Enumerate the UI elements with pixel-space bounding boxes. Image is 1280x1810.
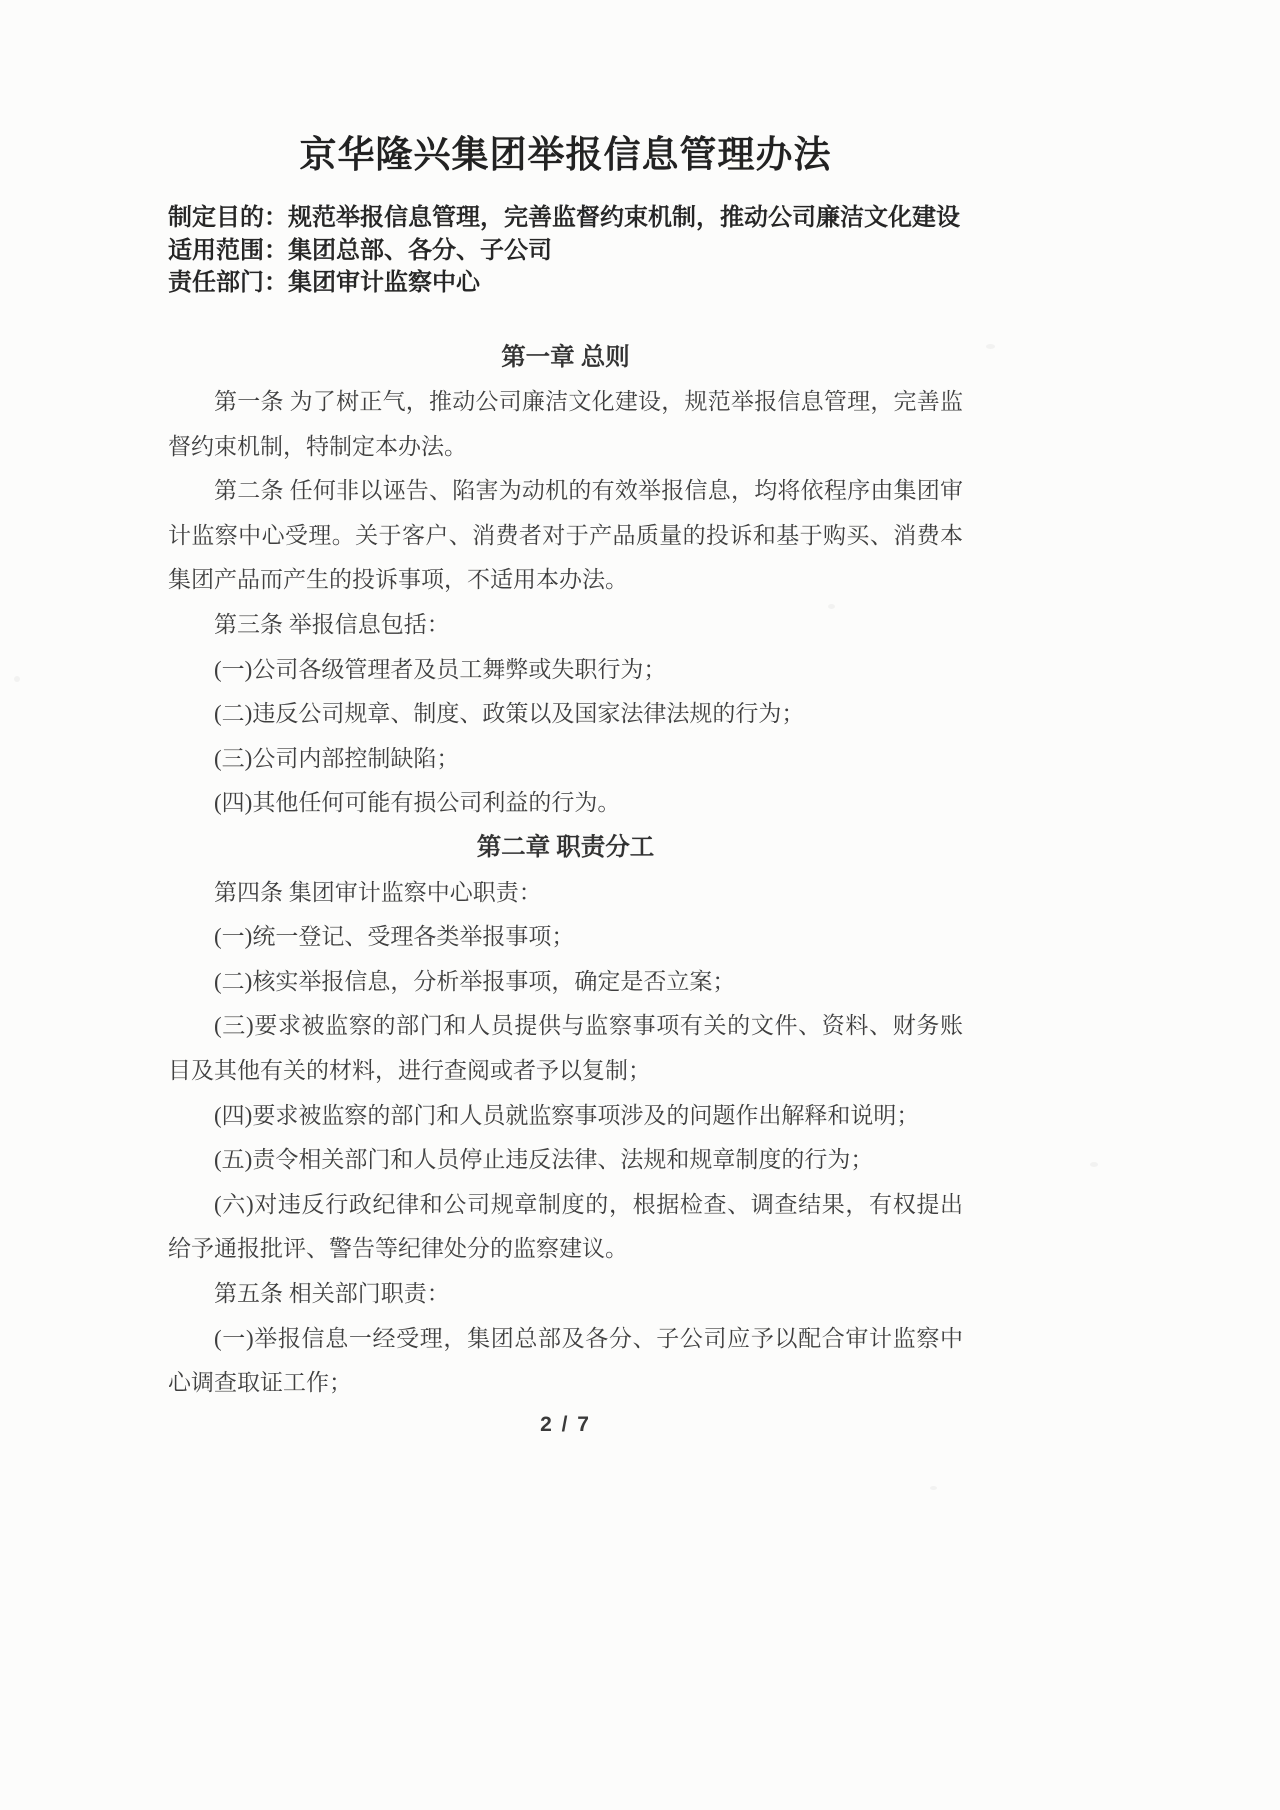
chapter-heading: 第一章 总则 bbox=[501, 343, 630, 371]
paragraph: 第一条 为了树正气，推动公司廉洁文化建设，规范举报信息管理，完善监督约束机制，特制定本办法。 bbox=[168, 389, 963, 459]
paragraph: 第四条 集团审计监察中心职责： bbox=[214, 879, 542, 905]
chapter-heading: 第二章 职责分工 bbox=[476, 834, 655, 862]
paragraph: (四)其他任何可能有损公司利益的行为。 bbox=[214, 790, 621, 816]
paragraph: (三)要求被监察的部门和人员提供与监察事项有关的文件、资料、财务账目及其他有关的材料，进行查阅或者予以复制； bbox=[168, 1013, 963, 1083]
page-number: 2 / 7 bbox=[540, 1413, 591, 1436]
paragraph: (一)统一登记、受理各类举报事项； bbox=[214, 924, 575, 950]
meta-responsible-department: 责任部门：集团审计监察中心 bbox=[168, 269, 480, 296]
document-meta bbox=[168, 202, 963, 300]
paragraph: (一)公司各级管理者及员工舞弊或失职行为； bbox=[214, 656, 667, 682]
paragraph: (六)对违反行政纪律和公司规章制度的，根据检查、调查结果，有权提出给予通报批评、警告等纪律处分的监察建议。 bbox=[168, 1191, 963, 1262]
paragraph: (四)要求被监察的部门和人员就监察事项涉及的问题作出解释和说明； bbox=[214, 1102, 920, 1128]
paragraph: 第二条 任何非以诬告、陷害为动机的有效举报信息，均将依程序由集团审计监察中心受理。关于客户、消费者对于产品质量的投诉和基于购买、消费本集团产品而产生的投诉事项，不适用本办法。 bbox=[168, 478, 963, 593]
paragraph: (三)公司内部控制缺陷； bbox=[214, 745, 460, 771]
scan-artifact bbox=[986, 344, 995, 349]
document-body bbox=[168, 336, 963, 1406]
paragraph: 第五条 相关部门职责： bbox=[214, 1280, 450, 1306]
paragraph: (二)核实举报信息，分析举报事项，确定是否立案； bbox=[214, 968, 736, 994]
paragraph: 第三条 举报信息包括： bbox=[214, 612, 450, 638]
paragraph: (一)举报信息一经受理，集团总部及各分、子公司应予以配合审计监察中心调查取证工作； bbox=[168, 1325, 963, 1396]
paragraph: (二)违反公司规章、制度、政策以及国家法律法规的行为； bbox=[214, 701, 805, 727]
scan-artifact bbox=[1090, 1162, 1098, 1167]
document-title: 京华隆兴集团举报信息管理办法 bbox=[299, 134, 832, 175]
scan-artifact bbox=[14, 676, 20, 682]
scan-artifact bbox=[930, 1486, 937, 1490]
paragraph: (五)责令相关部门和人员停止违反法律、法规和规章制度的行为； bbox=[214, 1147, 874, 1173]
scan-artifact bbox=[828, 604, 835, 609]
meta-scope: 适用范围：集团总部、各分、子公司 bbox=[168, 236, 552, 264]
meta-purpose: 制定目的：规范举报信息管理，完善监督约束机制，推动公司廉洁文化建设 bbox=[168, 204, 960, 231]
